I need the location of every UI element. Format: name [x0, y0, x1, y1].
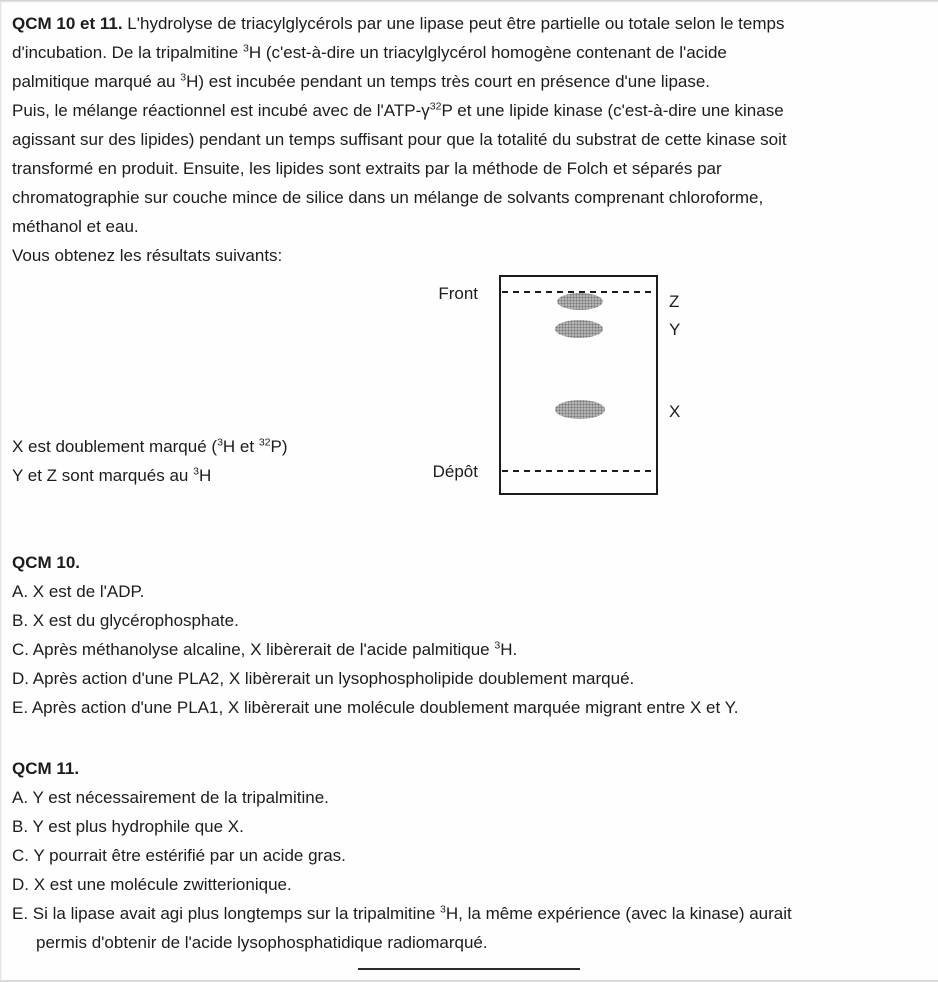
note-yz-marking: Y et Z sont marqués au $^3$H	[12, 465, 212, 485]
intro-line-9: Vous obtenez les résultats suivants:	[12, 246, 283, 265]
qcm11-section	[12, 754, 792, 957]
note-x-marking: X est doublement marqué ($^3$H et $^{32}$P)	[12, 436, 288, 456]
spot-y-label: Y	[669, 320, 681, 339]
spot-y	[555, 320, 603, 338]
intro-line-6: transformé en produit. Ensuite, les lipides sont extraits par la méthode de Folch et séparés par	[12, 159, 722, 178]
qcm-heading: QCM 10 et 11.	[12, 14, 123, 33]
spot-z-label: Z	[669, 292, 680, 311]
bottom-rule	[358, 968, 580, 970]
front-label: Front	[438, 284, 478, 303]
scan-edge-top	[0, 0, 938, 3]
deposit-dashed-line	[502, 470, 655, 472]
depot-label: Dépôt	[432, 462, 478, 481]
qcm10-option-d: D. Après action d'une PLA2, X libèrerait un lysophospholipide doublement marqué.	[12, 669, 635, 688]
qcm11-option-e: E. Si la lipase avait agi plus longtemps sur la tripalmitine $^3$H, la même expérience (avec la kinase) aurait	[12, 903, 792, 923]
intro-line-5: agissant sur des lipides) pendant un temps suffisant pour que la totalité du substrat de cette kinase soit	[12, 130, 787, 149]
intro-line-3: palmitique marqué au $^3$H) est incubée pendant un temps très court en présence d'une lipase.	[12, 71, 711, 91]
spot-z	[557, 293, 603, 310]
spot-x-label: X	[669, 402, 681, 421]
qcm10-option-e: E. Après action d'une PLA1, X libèrerait une molécule doublement marquée migrant entre X et Y.	[12, 698, 739, 717]
qcm10-title: QCM 10.	[12, 553, 81, 572]
intro-line-1	[12, 9, 787, 38]
intro-line-7: chromatographie sur couche mince de silice dans un mélange de solvants comprenant chloroforme,	[12, 188, 764, 207]
intro-line-8: méthanol et eau.	[12, 217, 139, 236]
qcm10-section	[12, 548, 739, 722]
qcm10-option-c: C. Après méthanolyse alcaline, X libèrerait de l'acide palmitique $^3$H.	[12, 639, 518, 659]
qcm11-option-c: C. Y pourrait être estérifié par un acide gras.	[12, 846, 346, 865]
qcm11-option-e-continuation: permis d'obtenir de l'acide lysophosphatidique radiomarqué.	[36, 933, 488, 952]
intro-paragraph	[12, 9, 787, 270]
qcm10-option-a: A. X est de l'ADP.	[12, 582, 145, 601]
intro-line-2: d'incubation. De la tripalmitine $^3$H (c'est-à-dire un triacylglycérol homogène contenant de l'acide	[12, 42, 727, 62]
qcm11-title: QCM 11.	[12, 759, 80, 778]
intro-line-1-text: L'hydrolyse de triacylglycérols par une lipase peut être partielle ou totale selon le temps	[122, 14, 785, 33]
qcm11-option-d: D. X est une molécule zwitterionique.	[12, 875, 292, 894]
qcm11-option-b: B. Y est plus hydrophile que X.	[12, 817, 244, 836]
marking-notes	[12, 432, 288, 490]
qcm11-option-a: A. Y est nécessairement de la tripalmitine.	[12, 788, 329, 807]
scan-edge-left	[0, 0, 2, 982]
spot-x	[555, 400, 605, 419]
qcm10-option-b: B. X est du glycérophosphate.	[12, 611, 239, 630]
intro-line-4: Puis, le mélange réactionnel est incubé avec de $l'ATP-\gamma^{32}P$ et une lipide kinase (c'est-à-dire une kinase	[12, 100, 784, 120]
